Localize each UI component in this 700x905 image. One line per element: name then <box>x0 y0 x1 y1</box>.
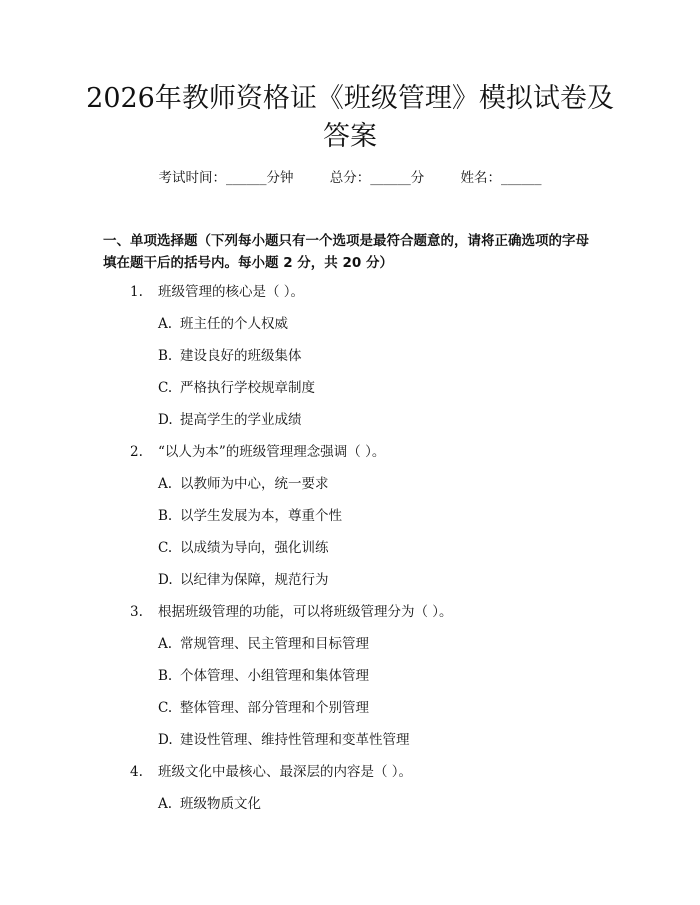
question-stem: 班级文化中最核心、最深层的内容是（ ）。 <box>158 764 413 780</box>
exam-time-field: 考试时间：______分钟 <box>158 170 294 186</box>
question-3-option-c <box>158 698 369 718</box>
option-text: 以成绩为导向，强化训练 <box>180 540 329 556</box>
option-letter: B. <box>158 348 173 364</box>
option-letter: D. <box>158 572 173 588</box>
section-heading-single-choice: 一、单项选择题（下列每小题只有一个选项是最符合题意的，请将正确选项的字母填在题干后的括号内。每小题 2 分，共 20 分） <box>103 233 589 271</box>
question-2-option-c <box>158 538 329 558</box>
option-letter: D. <box>158 732 173 748</box>
option-text: 建设性管理、维持性管理和变革性管理 <box>180 732 410 748</box>
option-letter: B. <box>158 508 173 524</box>
question-3-option-a <box>158 634 369 654</box>
question-3 <box>130 602 453 622</box>
option-letter: C. <box>158 700 173 716</box>
option-letter: B. <box>158 668 173 684</box>
question-stem: 根据班级管理的功能，可以将班级管理分为（ ）。 <box>158 604 453 620</box>
option-letter: A. <box>158 796 173 812</box>
question-2-option-b <box>158 506 342 526</box>
question-4-option-a <box>158 794 261 814</box>
option-letter: A. <box>158 636 173 652</box>
option-text: 以教师为中心，统一要求 <box>180 476 329 492</box>
option-text: 提高学生的学业成绩 <box>180 412 302 428</box>
option-text: 常规管理、民主管理和目标管理 <box>180 636 369 652</box>
option-text: 整体管理、部分管理和个别管理 <box>180 700 369 716</box>
question-3-option-b <box>158 666 369 686</box>
option-text: 严格执行学校规章制度 <box>180 380 315 396</box>
name-field: 姓名：______ <box>460 170 542 186</box>
question-number: 4. <box>130 764 143 780</box>
question-3-option-d <box>158 730 410 750</box>
question-1-option-d <box>158 410 302 430</box>
exam-meta-line <box>0 168 700 188</box>
option-letter: D. <box>158 412 173 428</box>
option-text: 建设良好的班级集体 <box>180 348 302 364</box>
option-text: 班级物质文化 <box>180 796 261 812</box>
option-text: 个体管理、小组管理和集体管理 <box>180 668 369 684</box>
question-1-option-a <box>158 314 288 334</box>
question-number: 2. <box>130 444 143 460</box>
option-text: 以纪律为保障，规范行为 <box>180 572 329 588</box>
question-2 <box>130 442 385 462</box>
question-1 <box>130 282 304 302</box>
total-score-field: 总分：______分 <box>329 170 425 186</box>
option-text: 以学生发展为本，尊重个性 <box>180 508 342 524</box>
option-letter: C. <box>158 380 173 396</box>
option-letter: C. <box>158 540 173 556</box>
question-number: 3. <box>130 604 143 620</box>
question-stem: 班级管理的核心是（ ）。 <box>158 284 305 300</box>
question-2-option-a <box>158 474 329 494</box>
question-1-option-b <box>158 346 302 366</box>
question-stem: “以人为本”的班级管理理念强调（ ）。 <box>158 444 386 460</box>
option-text: 班主任的个人权威 <box>180 316 288 332</box>
question-number: 1. <box>130 284 143 300</box>
option-letter: A. <box>158 316 173 332</box>
question-1-option-c <box>158 378 315 398</box>
question-2-option-d <box>158 570 329 590</box>
document-title: 2026年教师资格证《班级管理》模拟试卷及答案 <box>86 83 614 152</box>
question-4 <box>130 762 412 782</box>
option-letter: A. <box>158 476 173 492</box>
